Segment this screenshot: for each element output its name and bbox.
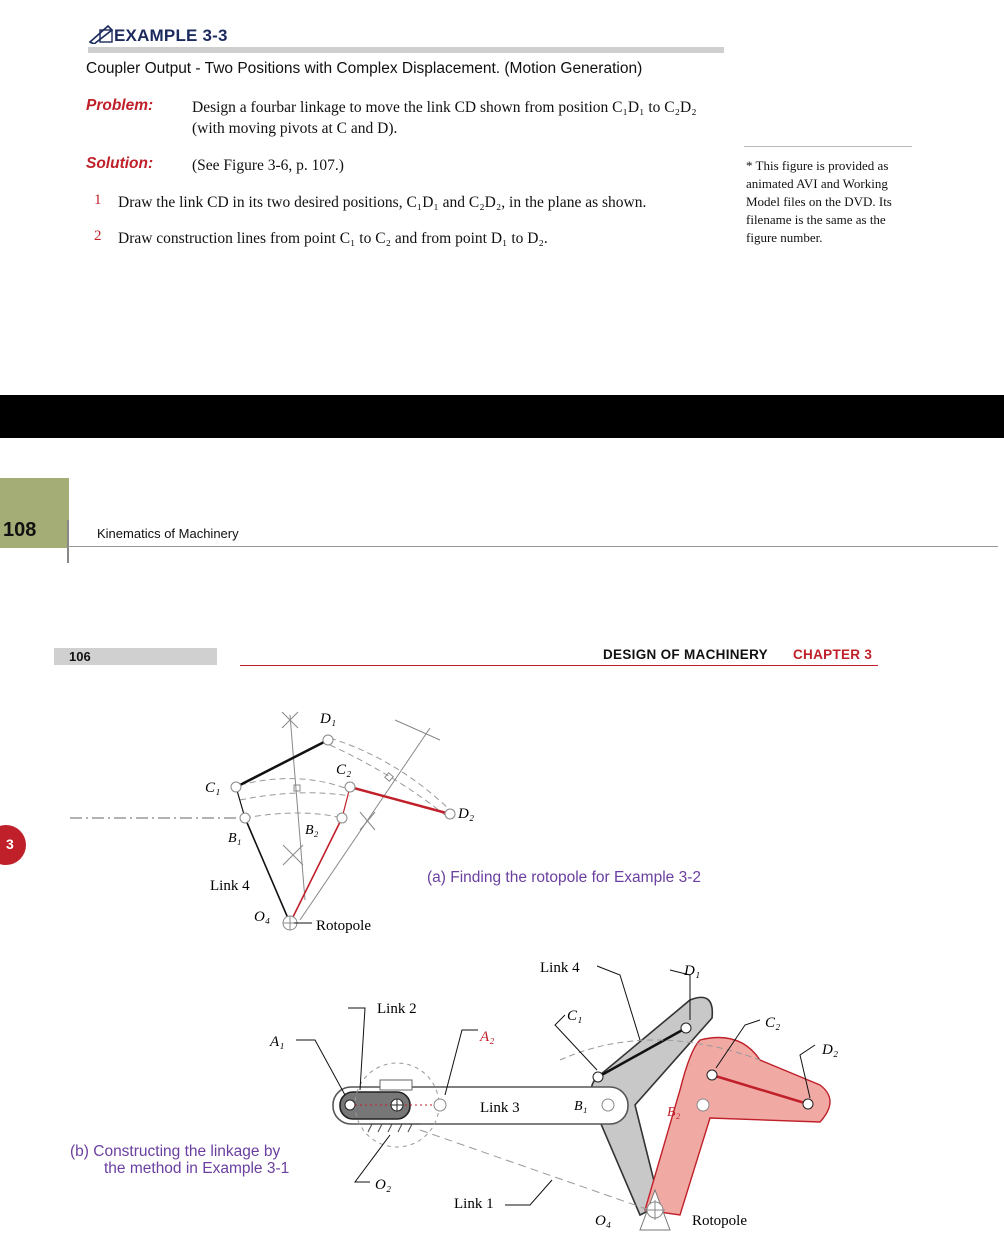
label-o4: O₄ (254, 909, 271, 925)
step-text: Draw construction lines from point C₁ to C₂ and from point D₁ to D₂. (118, 230, 548, 247)
solution-label: Solution: (86, 155, 154, 172)
label-b-d1: D₁ (684, 963, 701, 979)
chapter-label: CHAPTER 3 (793, 647, 873, 662)
figure-a-caption: (a) Finding the rotopole for Example 3-2 (427, 869, 701, 886)
problem-label: Problem: (86, 97, 154, 114)
header-rule (68, 546, 998, 547)
figure-a-drawing (70, 712, 455, 930)
label-b-a2: A₂ (480, 1029, 495, 1045)
figure-b-caption-line-1: (b) Constructing the linkage by (70, 1143, 281, 1160)
label-b-link4: Link 4 (540, 960, 580, 976)
side-note-rule (744, 146, 912, 147)
label-b-c1: C₁ (567, 1008, 583, 1024)
header-divider (67, 520, 69, 563)
step-number: 2 (94, 228, 102, 244)
problem-line-1: Design a fourbar linkage to move the link CD shown from position C₁D₁ to C₂D₂ (192, 99, 697, 116)
page-number-106: 106 (69, 649, 91, 664)
label-b2: B₂ (305, 823, 319, 838)
pencil-icon (88, 24, 114, 44)
label-b-link3: Link 3 (480, 1100, 520, 1116)
figure-b-caption-line-2: the method in Example 3-1 (104, 1160, 290, 1177)
label-d2: D₂ (458, 806, 475, 822)
label-b-b1: B₁ (574, 1099, 588, 1114)
label-b-c2: C₂ (765, 1015, 781, 1031)
label-b-a1: A₁ (270, 1034, 285, 1050)
label-b-link1: Link 1 (454, 1196, 494, 1212)
label-b1: B₁ (228, 831, 242, 846)
book-title: DESIGN OF MACHINERY (603, 647, 768, 662)
label-rotopole: Rotopole (316, 918, 371, 934)
page-number-108: 108 (3, 519, 37, 541)
label-b-d2: D₂ (822, 1042, 839, 1058)
label-d1: D₁ (320, 711, 337, 727)
label-b-link2: Link 2 (377, 1001, 417, 1017)
label-link4: Link 4 (210, 878, 250, 894)
label-b-o4: O₄ (595, 1213, 612, 1229)
label-b-rotopole: Rotopole (692, 1213, 747, 1229)
page-separator (0, 395, 1004, 438)
step-text: Draw the link CD in its two desired positions, C₁D₁ and C₂D₂, in the plane as shown. (118, 194, 647, 211)
step-number: 1 (94, 192, 102, 208)
label-c1: C₁ (205, 780, 221, 796)
title-rule (88, 47, 724, 53)
label-b-b2: B₂ (667, 1105, 681, 1120)
running-title: Kinematics of Machinery (97, 526, 239, 541)
side-note: * This figure is provided as animated AVI and Working Model files on the DVD. Its filename is the same as the figure number. (746, 158, 892, 245)
example-title: EXAMPLE 3-3 (88, 24, 228, 46)
label-b-o2: O₂ (375, 1177, 392, 1193)
problem-line-2: (with moving pivots at C and D). (192, 120, 398, 137)
solution-text: (See Figure 3-6, p. 107.) (192, 157, 344, 174)
chapter-rule (240, 665, 878, 666)
chapter-tab-number: 3 (6, 836, 14, 852)
example-subtitle: Coupler Output - Two Positions with Complex Displacement. (Motion Generation) (86, 60, 643, 77)
label-c2: C₂ (336, 762, 352, 778)
